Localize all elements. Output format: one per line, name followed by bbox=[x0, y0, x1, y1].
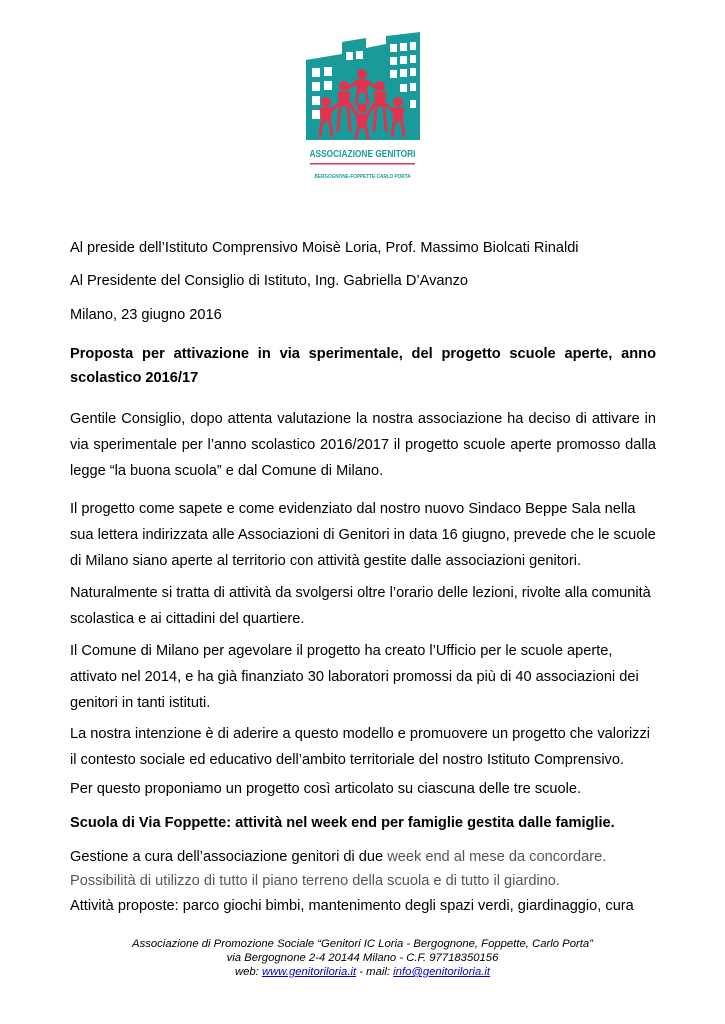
school-building-with-children-icon bbox=[300, 30, 425, 190]
activities-line: Attività proposte: parco giochi bimbi, mantenimento degli spazi verdi, giardinaggio, cura bbox=[70, 898, 634, 914]
website-link[interactable]: www.genitoriloria.it bbox=[261, 966, 357, 978]
recipient-line-2: Al Presidente del Consiglio di Istituto, Ing. Gabriella D’Avanzo bbox=[70, 273, 469, 289]
paragraph-proposal: Per questo proponiamo un progetto così articolato su ciascuna delle tre scuole. bbox=[70, 781, 582, 797]
management-prefix: Gestione a cura dell’associazione genitori di due bbox=[70, 849, 388, 865]
paragraph-activities-time: Naturalmente si tratta di attività da svolgersi oltre l’orario delle lezioni, rivolte alla comunità scolastica e ai cittadini del quartiere. bbox=[70, 585, 651, 627]
paragraph-project: Il progetto come sapete e come evidenziato dal nostro nuovo Sindaco Beppe Sala nella sua lettera indirizzata alle Associazioni di Genitori in data 16 giugno, prevede che le scuole di Milano siano aperte al territorio con attività gestite dalle associazioni genitori. bbox=[70, 501, 656, 569]
footer-association: Associazione di Promozione Sociale “Genitori IC Loria - Bergognone, Foppette, Carlo Porta” bbox=[132, 938, 593, 950]
recipient-line-1: Al preside dell’Istituto Comprensivo Moisè Loria, Prof. Massimo Biolcati Rinaldi bbox=[70, 240, 579, 256]
email-link[interactable]: info@genitoriloria.it bbox=[393, 966, 491, 978]
date-line: Milano, 23 giugno 2016 bbox=[70, 307, 222, 323]
footer-contacts bbox=[0, 965, 725, 979]
possibility-line: Possibilità di utilizzo di tutto il piano terreno della scuola e di tutto il giardino. bbox=[70, 873, 560, 889]
paragraph-intention: La nostra intenzione è di aderire a questo modello e promuovere un progetto che valorizzi il contesto sociale ed educativo dell’ambito territoriale del nostro Istituto Comprensivo. bbox=[70, 726, 651, 768]
logo-schools: BERGOGNONE-FOPPETTE-CARLO PORTA bbox=[314, 174, 412, 180]
footer-web-label: web: bbox=[234, 966, 262, 978]
paragraph-office: Il Comune di Milano per agevolare il progetto ha creato l’Ufficio per le scuole aperte, attivato nel 2014, e ha già finanziato 30 laboratori promossi da più di 40 associazioni dei genitori in tanti istituti. bbox=[70, 643, 639, 711]
letter-subject: Proposta per attivazione in via sperimentale, del progetto scuole aperte, anno scolastico 2016/17 bbox=[70, 346, 656, 386]
logo-org-name: ASSOCIAZIONE GENITORI bbox=[309, 149, 416, 160]
paragraph-intro: Gentile Consiglio, dopo attenta valutazione la nostra associazione ha deciso di attivare in via sperimentale per l’anno scolastico 2016/2017 il progetto scuole aperte promosso dalla legge “la buona scuola” e dal Comune di Milano. bbox=[70, 411, 656, 479]
association-logo bbox=[300, 30, 425, 190]
management-line bbox=[70, 846, 656, 869]
section-heading-foppette: Scuola di Via Foppette: attività nel week end per famiglie gestita dalle famiglie. bbox=[70, 815, 615, 831]
management-highlight: week end al mese da concordare. bbox=[387, 849, 607, 865]
footer-address: via Bergognone 2-4 20144 Milano - C.F. 97718350156 bbox=[226, 952, 499, 964]
footer-mail-label: - mail: bbox=[356, 966, 394, 978]
